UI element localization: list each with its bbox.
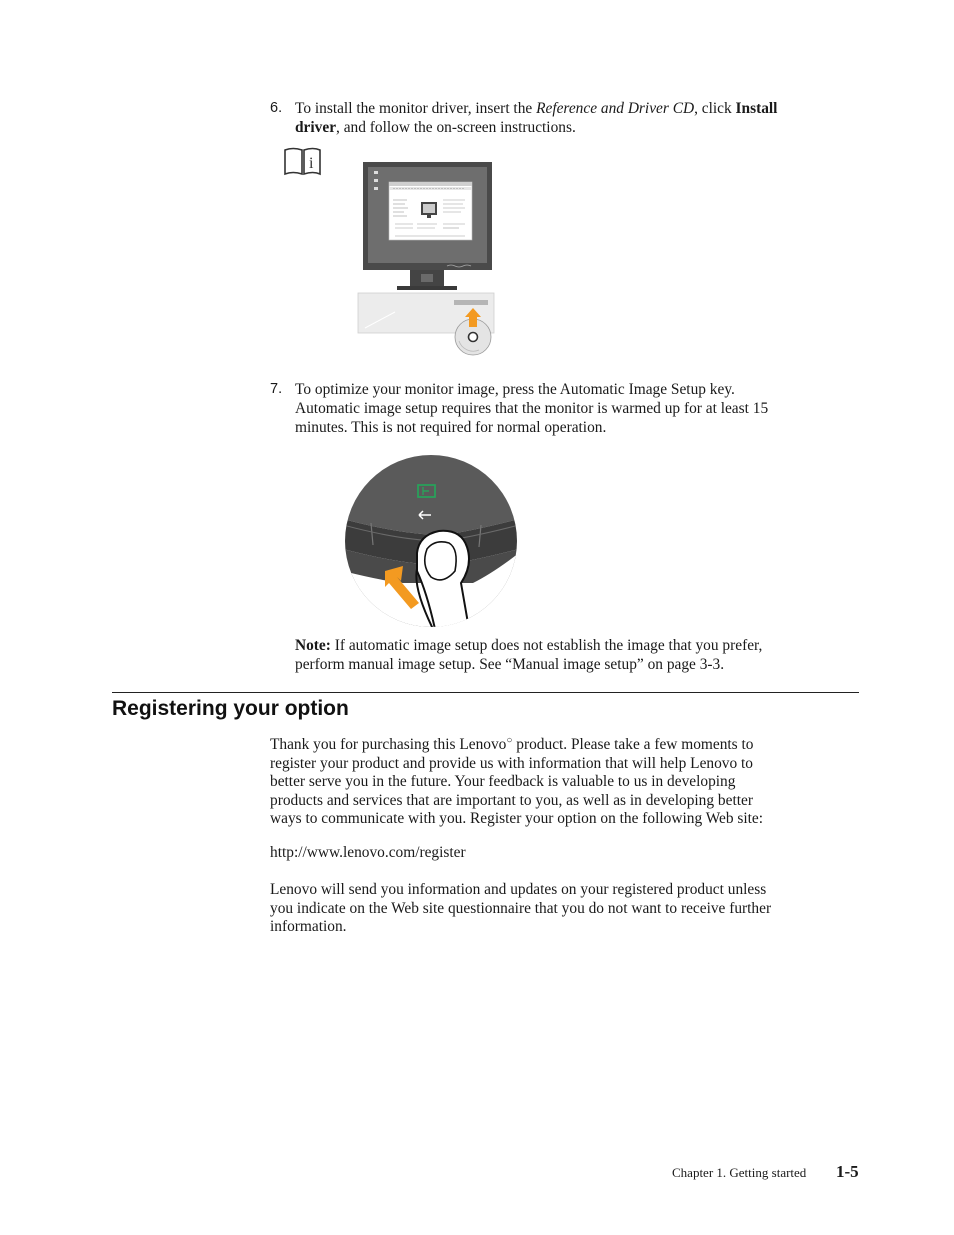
cd-drive-slot [454,300,488,305]
auto-setup-key-illustration [343,453,519,629]
monitor-base [397,286,457,290]
note-label: Note: [295,637,331,654]
trademark-mark: ○ [506,735,513,746]
monitor-cd-illustration [355,160,500,356]
lenovo-info-paragraph: Lenovo will send you information and updates on your registered product unless you indicate on the Web site questionnaire that you do not want to receive further information. [270,881,772,936]
step-6-line1: To install the monitor driver, insert the Reference and Driver CD, click Install [295,100,778,117]
footer-page-number: 1-5 [836,1162,859,1181]
step-7-line: To optimize your monitor image, press the Automatic Image Setup key. [295,381,735,398]
bezel-top [343,453,519,535]
note-line: perform manual image setup. See “Manual image setup” on page 3-3. [295,655,725,673]
section-divider [112,692,859,693]
install-label: Install [735,100,778,117]
step-7-text [295,380,855,437]
step-7-line: minutes. This is not required for normal operation. [295,419,607,436]
step-number: 7. [270,381,283,397]
register-paragraph: Thank you for purchasing this Lenovo○ product. Please take a few moments to register your product and provide us with information that will help Lenovo to better serve you in the future. Your feedback is valuable to us in developing products and services that are important to you, as well as in developing better ways to communicate with you. Register your option on the following Web site: [270,735,764,828]
step-6-line2: driver, and follow the on-screen instructions. [295,119,576,136]
driver-label: driver [295,119,337,136]
step-number: 6. [270,100,283,116]
cd-title: Reference and Driver CD [536,100,695,117]
step-6-text [295,99,855,137]
footer-chapter: Chapter 1. Getting started [672,1165,807,1180]
info-letter: i [309,155,314,172]
info-book-icon [283,146,323,176]
section-heading: Registering your option [112,697,349,720]
step-7-line: Automatic image setup requires that the monitor is warmed up for at least 15 [295,400,769,417]
register-url[interactable]: http://www.lenovo.com/register [270,844,466,861]
